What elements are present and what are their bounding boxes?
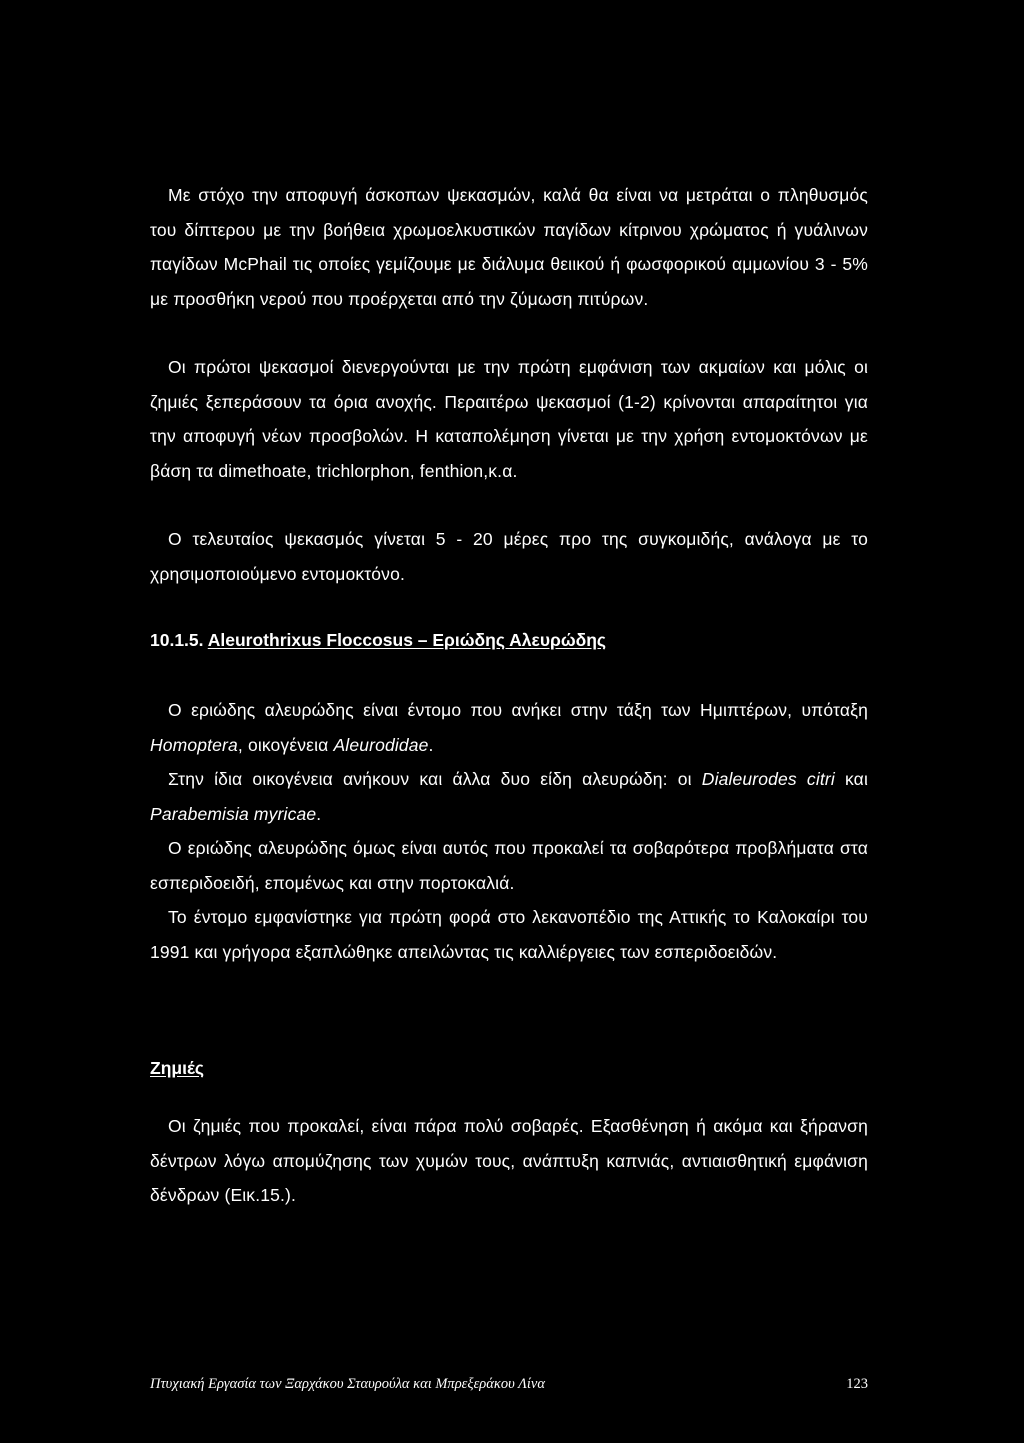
page-number: 123 bbox=[846, 1376, 868, 1392]
text-segment: . bbox=[316, 803, 322, 824]
paragraph-problems: Ο εριώδης αλευρώδης όμως είναι αυτός που προκαλεί τα σοβαρότερα προβλήματα στα εσπεριδοειδή, επομένως και στην πορτοκαλιά. bbox=[150, 838, 868, 893]
paragraph-damages: Οι ζημιές που προκαλεί, είναι πάρα πολύ σοβαρές. Εξασθένηση ή ακόμα και ξήρανση δέντρων λόγω απομύζησης των χυμών τους, ανάπτυξη καπνιάς, αντιαισθητική εμφάνιση δένδρων (Εικ.15.). bbox=[150, 1116, 868, 1205]
paragraph-monitoring: Με στόχο την αποφυγή άσκοπων ψεκασμών, καλά θα είναι να μετράται ο πληθυσμός του δίπτερου με την βοήθεια χρωμοελκυστικών παγίδων κίτρινου χρώματος ή γυάλινων παγίδων McPhail τις οποίες γεμίζουμε με διάλυμα θειικού ή φωσφορικού αμμωνίου 3 - 5% με προσθήκη νερού που προέρχεται από την ζύμωση πιτύρων. bbox=[150, 185, 868, 309]
taxon-parabemisia: Parabemisia myricae bbox=[150, 803, 317, 824]
paragraph-last-spray: Ο τελευταίος ψεκασμός γίνεται 5 - 20 μέρες προ της συγκομιδής, ανάλογα με το χρησιμοποιούμενο εντομοκτόνο. bbox=[150, 529, 868, 584]
paragraph-appearance: Το έντομο εμφανίστηκε για πρώτη φορά στο λεκανοπέδιο της Αττικής το Καλοκαίρι του 1991 και γρήγορα εξαπλώθηκε απειλώντας τις καλλιέργειες των εσπεριδοειδών. bbox=[150, 907, 868, 962]
section-number: 10.1.5. bbox=[150, 630, 204, 650]
paragraph-species bbox=[150, 762, 868, 831]
paragraph-classification bbox=[150, 693, 868, 762]
taxon-dialeurodes: Dialeurodes citri bbox=[701, 769, 835, 789]
footer-title: Πτυχιακή Εργασία των Ξαρχάκου Σταυρούλα και Μπρεξεράκου Λίνα bbox=[150, 1376, 545, 1392]
text-segment: και bbox=[834, 769, 868, 789]
section-title: Aleurothrixus Floccosus – Εριώδης Αλευρώδης bbox=[207, 630, 607, 650]
taxon-aleurodidae: Aleurodidae bbox=[333, 734, 429, 755]
subheading-text: Ζημιές bbox=[150, 1058, 204, 1078]
text-segment: Ο εριώδης αλευρώδης είναι έντομο που ανήκει στην τάξη των Ημιπτέρων, υπόταξη bbox=[168, 700, 868, 720]
section-heading bbox=[150, 628, 606, 652]
page-footer bbox=[150, 1376, 868, 1393]
paragraph-spraying: Οι πρώτοι ψεκασμοί διενεργούνται με την πρώτη εμφάνιση των ακμαίων και μόλις οι ζημιές ξεπεράσουν τα όρια ανοχής. Περαιτέρω ψεκασμοί (1-2) κρίνονται απαραίτητοι για την αποφυγή νέων προσβολών. Η καταπολέμηση γίνεται με την χρήση εντομοκτόνων με βάση τα dimethoate, trichlorphon, fenthion,κ.α. bbox=[150, 357, 868, 481]
text-segment: Στην ίδια οικογένεια ανήκουν και άλλα δυο είδη αλευρώδη: οι bbox=[168, 769, 702, 789]
text-segment: . bbox=[428, 734, 434, 755]
text-segment: , οικογένεια bbox=[237, 734, 334, 755]
subheading-damages bbox=[150, 1056, 204, 1080]
taxon-homoptera: Homoptera bbox=[150, 734, 238, 755]
